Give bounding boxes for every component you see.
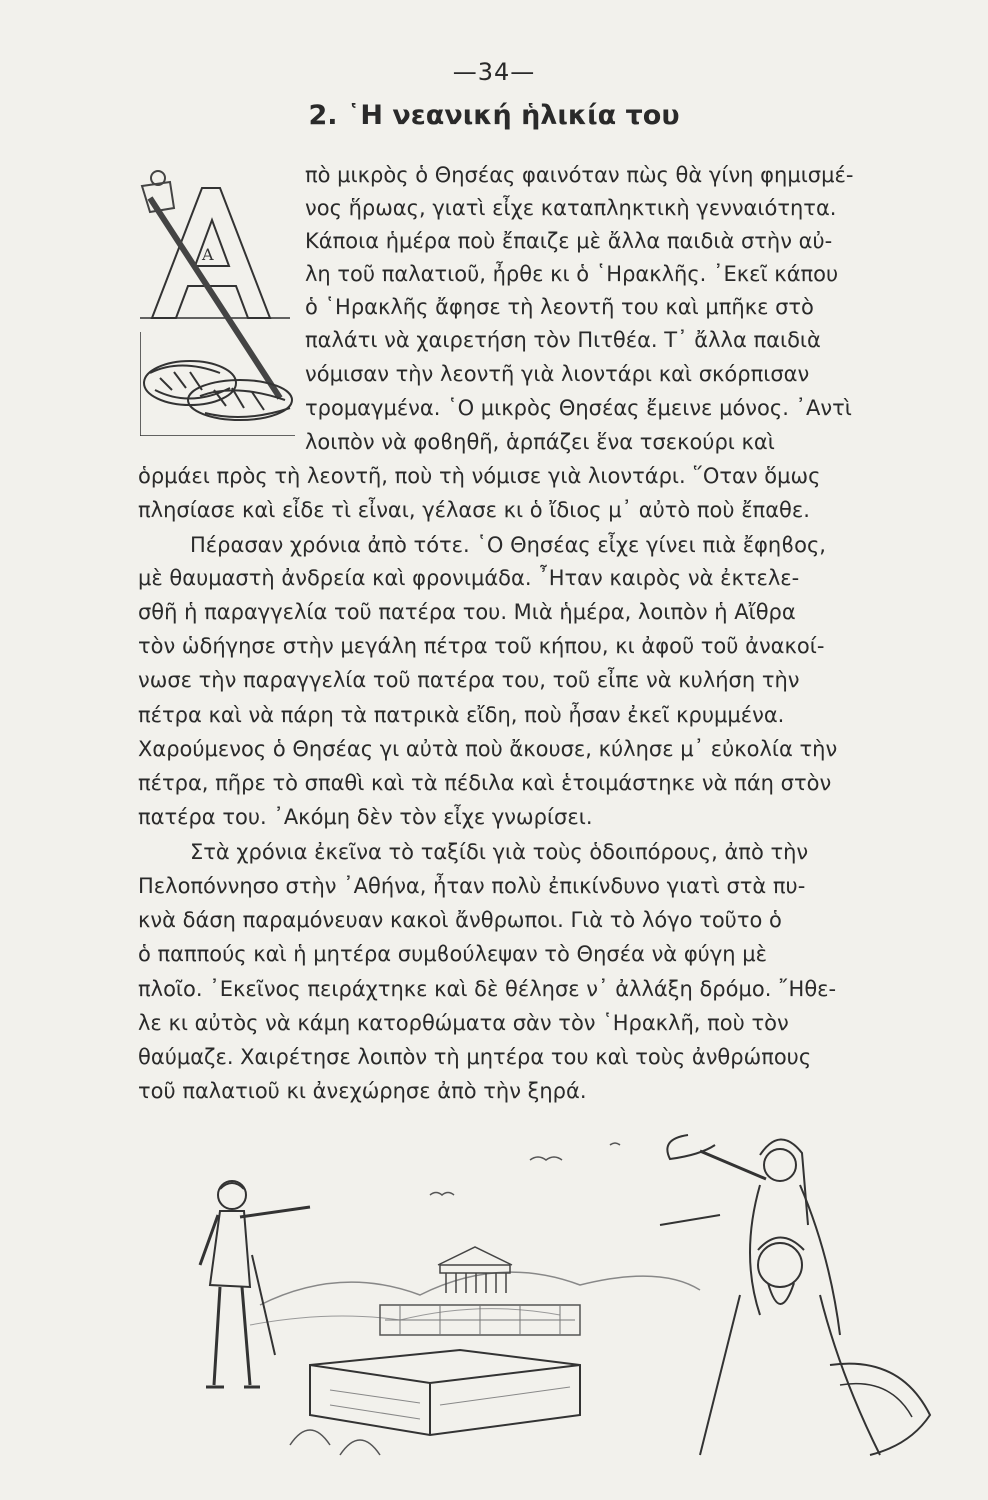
chapter-title: 2. ῾Η νεανική ἡλικία του [308, 100, 680, 131]
text-line: Κάποια ἡμέρα ποὺ ἔπαιζε μὲ ἄλλα παιδιὰ στὴν αὐ- [305, 229, 833, 253]
drop-cap-illustration [140, 168, 300, 436]
text-line: πέτρα καὶ νὰ πάρη τὰ πατρικὰ εἴδη, ποὺ ἦσαν ἐκεῖ κρυμμένα. [138, 703, 785, 727]
text-line: τοῦ παλατιοῦ κι ἀνεχώρησε ἀπὸ τὴν ξηρά. [138, 1079, 587, 1103]
drop-cap-letter: Α [202, 245, 214, 264]
text-line: Στὰ χρόνια ἐκεῖνα τὸ ταξίδι γιὰ τοὺς ὁδοιπόρους, ἀπὸ τὴν [190, 840, 809, 864]
text-line: ὁρμάει πρὸς τὴ λεοντῆ, ποὺ τὴ νόμισε γιὰ λιοντάρι. ῞Οταν ὅμως [138, 464, 821, 488]
text-line: τὸν ὡδήγησε στὴν μεγάλη πέτρα τοῦ κήπου, κι ἀφοῦ τοῦ ἀνακοί- [138, 634, 825, 658]
text-line: Πελοπόννησο στὴν ᾿Αθήνα, ἦταν πολὺ ἐπικίνδυνο γιατὶ στὰ πυ- [138, 874, 806, 898]
text-line: σθῆ ἡ παραγγελία τοῦ πατέρα του. Μιὰ ἡμέρα, λοιπὸν ἡ Αἴθρα [138, 600, 796, 624]
text-line: μὲ θαυμαστὴ ἀνδρεία καὶ φρονιμάδα. ῏Ηταν καιρὸς νὰ ἐκτελε- [138, 566, 800, 590]
text-line: λοιπὸν νὰ φοϐηθῆ, ἁρπάζει ἕνα τσεκούρι καὶ [305, 430, 775, 454]
text-line: πατέρα του. ᾿Ακόμη δὲν τὸν εἶχε γνωρίσει. [138, 805, 593, 829]
farewell-illustration [140, 1115, 950, 1475]
text-line: πὸ μικρὸς ὁ Θησέας φαινόταν πὼς θὰ γίνη φημισμέ- [305, 163, 854, 187]
text-line: λη τοῦ παλατιοῦ, ἦρθε κι ὁ ῾Ηρακλῆς. ᾿Εκεῖ κάπου [305, 262, 839, 286]
text-line: πλοῖο. ᾿Εκεῖνος πειράχτηκε καὶ δὲ θέλησε ν᾿ ἀλλάξη δρόμο. ῎Ηθε- [138, 977, 837, 1001]
text-line: τρομαγμένα. ῾Ο μικρὸς Θησέας ἔμεινε μόνος. ᾿Αντὶ [305, 396, 852, 420]
text-line: νόμισαν τὴν λεοντῆ γιὰ λιοντάρι καὶ σκόρπισαν [305, 362, 810, 386]
text-line: Πέρασαν χρόνια ἀπὸ τότε. ῾Ο Θησέας εἶχε γίνει πιὰ ἔφηϐος, [190, 533, 826, 557]
text-line: ὁ ῾Ηρακλῆς ἄφησε τὴ λεοντῆ του καὶ μπῆκε στὸ [305, 295, 814, 319]
text-line: ὁ παππούς καὶ ἡ μητέρα συμϐούλεψαν τὸ Θησέα νὰ φύγη μὲ [138, 942, 767, 966]
text-line: νωσε τὴν παραγγελία τοῦ πατέρα του, τοῦ εἶπε νὰ κυλήση τὴν [138, 668, 800, 692]
text-line: πέτρα, πῆρε τὸ σπαθὶ καὶ τὰ πέδιλα καὶ ἑτοιμάστηκε νὰ πάη στὸν [138, 771, 832, 795]
text-line: παλάτι νὰ χαιρετήση τὸν Πιτθέα. Τ᾿ ἄλλα παιδιὰ [305, 328, 821, 352]
text-line: λε κι αὐτὸς νὰ κάμη κατορθώματα σὰν τὸν ῾Ηρακλῆ, ποὺ τὸν [138, 1011, 789, 1035]
text-line: θαύμαζε. Χαιρέτησε λοιπὸν τὴ μητέρα του καὶ τοὺς ἀνθρώπους [138, 1045, 812, 1069]
text-line: πλησίασε καὶ εἶδε τὶ εἶναι, γέλασε κι ὁ ἴδιος μ᾿ αὐτὸ ποὺ ἔπαθε. [138, 498, 810, 522]
page-number: —34— [452, 58, 536, 86]
text-line: Χαρούμενος ὁ Θησέας γι αὐτὰ ποὺ ἄκουσε, κύλησε μ᾿ εὐκολία τὴν [138, 737, 838, 761]
text-line: νος ἥρωας, γιατὶ εἶχε καταπληκτικὴ γενναιότητα. [305, 196, 837, 220]
text-line: κνὰ δάση παραμόνευαν κακοὶ ἄνθρωποι. Γιὰ τὸ λόγο τοῦτο ὁ [138, 908, 782, 932]
